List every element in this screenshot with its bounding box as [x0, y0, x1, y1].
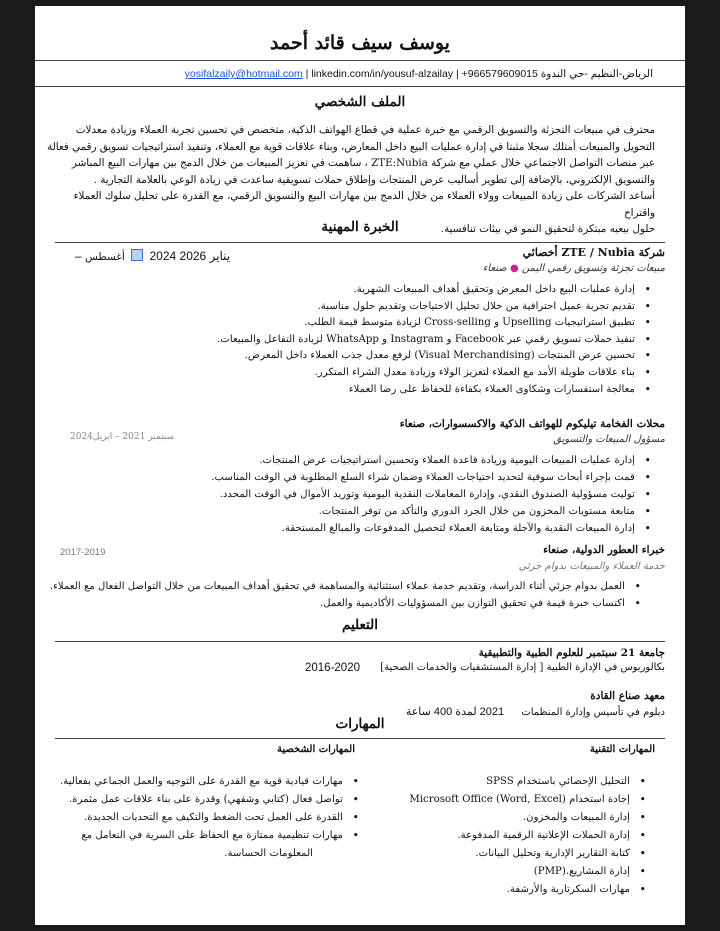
- list-item: • مهارات تنظيمية ممتازة مع الحفاظ على السرية في التعامل مع: [53, 827, 343, 845]
- contact-address: الرياض-النظيم -حي الندوة: [540, 68, 653, 80]
- experience-divider: [55, 242, 665, 243]
- header-divider: [35, 60, 685, 61]
- list-item: • معالجة استفسارات وشكاوى العملاء بكفاءة للحفاظ على رضا العملاء: [75, 382, 635, 399]
- list-item: • تطبيق استراتيجيات Upselling و Cross-selling لزيادة متوسط قيمة الطلب.: [75, 315, 635, 332]
- job2-role: مسؤول المبيعات والتسويق: [553, 434, 665, 445]
- job1-bullets: [75, 282, 635, 398]
- technical-skills-title: المهارات التقنية: [589, 744, 655, 755]
- profile-line: والتسويق الإلكتروني، بالإضافة إلى تطوير أساليب عرض المنتجات وإطلاق حملات تسويقية ساعدت في زيادة الوعي بالعلامة التجارية .: [93, 173, 655, 186]
- job2-bullets: [75, 452, 635, 537]
- list-item: • مهارات قيادية قوية مع القدرة على التوجيه والعمل الجماعي بفعالية.: [53, 773, 343, 791]
- institute-name: معهد صناع القادة: [590, 690, 665, 702]
- list-item: • توليت مسؤولية الصندوق النقدي، وإدارة المعاملات النقدية اليومية وتوريد الأموال في الوقت المحدد.: [75, 486, 635, 503]
- list-item: • إدارة المبيعات النقدية والآجلة ومتابعة العملاء لتحصيل المدفوعات والمبالغ المستحقة.: [75, 520, 635, 537]
- job1-dates: – يناير 2026 2024 أغسطس: [75, 249, 231, 263]
- job3-company: خبراء العطور الدولية، صنعاء: [543, 544, 665, 556]
- experience-title: الخبرة المهنية: [321, 219, 399, 235]
- personal-skills-title: المهارات الشخصية: [276, 744, 355, 755]
- list-item: • تنفيذ حملات تسويق رقمي عبر Facebook و Instagram و WhatsApp لزيادة التفاعل والمبيعات.: [75, 332, 635, 349]
- list-item: • إدارة عمليات المبيعات اليومية وزيادة قاعدة العملاء وتحسين استراتيجيات عرض المنتجات.: [75, 452, 635, 469]
- list-item: • إدارة المبيعات والمخزون.: [380, 809, 630, 827]
- job3-dates: 2017-2019: [60, 547, 106, 558]
- resume-page: [35, 6, 685, 925]
- skills-title: المهارات: [335, 716, 385, 732]
- profile-line: التحويل والمبيعات أمتلك سجلا مثبتا في إدارة عمليات البيع داخل المعارض، وبناء علاقات قوية مع العملاء، وتنفيذ استراتيجيات تسويق رقمي فعالة: [47, 140, 655, 153]
- job2-dates: سبتمبر 2021 – ابريل2024: [70, 432, 175, 442]
- list-item: • العمل بدوام جزئي أثناء الدراسة، وتقديم خدمة عملاء استثنائية والمساهمة في تحقيق أهداف المبيعات من خلال التواصل الفعال مع العملاء.: [45, 579, 625, 596]
- contact-phone: +966579609015: [461, 68, 538, 80]
- profile-line: محترف في مبيعات التجزئة والتسويق الرقمي مع خبرة عملية في قطاع الهواتف الذكية، متخصص في تحسين تجربة العملاء وزيادة معدلات: [75, 124, 655, 136]
- list-item: • قمت بإجراء أبحاث سوقية لتحديد احتياجات العملاء وضمان شراء السلع المطلوبة في الوقت المناسب.: [75, 469, 635, 486]
- profile-title: الملف الشخصي: [314, 94, 406, 110]
- personal-skills-list: [53, 773, 343, 863]
- technical-skills-list: [380, 773, 630, 899]
- list-item: • متابعة مستويات المخزون من خلال الجرد الدوري والتأكد من توفر المنتجات.: [75, 503, 635, 520]
- list-item-continuation: المعلومات الحساسة.: [224, 848, 313, 859]
- education-divider: [55, 641, 665, 642]
- job3-role: خدمة العملاء والمبيعات بدوام جزئي: [518, 561, 665, 572]
- list-item: • بناء علاقات طويلة الأمد مع العملاء لتعزيز الولاء وزيادة معدل الشراء المتكرر.: [75, 365, 635, 382]
- contact-divider: [35, 86, 685, 87]
- job1-company: شركة ZTE / Nubia أخصائي: [522, 246, 665, 259]
- profile-line: حلول بيعيه مبتكرة لتحقيق النمو في بيئات تنافسية.: [440, 223, 655, 235]
- skills-divider: [55, 738, 665, 739]
- contact-line: الرياض-النظيم -حي الندوة +966579609015 | linkedin.com/in/yousuf-alzailay | yosifalzaily@hotmail.com: [184, 68, 653, 80]
- job1-role: مبيعات تجزئة وتسويق رقمي اليمن ● صنعاء: [482, 263, 665, 274]
- list-item: • تحسين عرض المنتجات (Visual Merchandising) لرفع معدل جذب العملاء داخل المعرض.: [75, 348, 635, 365]
- list-item: • التحليل الإحصائي باستخدام SPSS: [380, 773, 630, 791]
- job3-bullets: [45, 579, 625, 612]
- job2-company: محلات الفخامة تيليكوم للهواتف الذكية والاكسسوارات، صنعاء: [399, 418, 665, 430]
- list-item: • مهارات السكرتارية والأرشفة.: [380, 881, 630, 899]
- education-years: 2016-2020: [305, 662, 360, 674]
- education-title: التعليم: [342, 617, 378, 633]
- location-pin-icon: ●: [510, 263, 519, 274]
- institute-degree: دبلوم في تأسيس وإدارة المنظمات 2021 لمدة 400 ساعة: [405, 706, 665, 718]
- list-item: • إدارة المشاريع.(PMP): [380, 863, 630, 881]
- list-item: • إدارة عمليات البيع داخل المعرض وتحقيق أهداف المبيعات الشهرية.: [75, 282, 635, 299]
- candidate-name: يوسف سيف قائد أحمد: [270, 32, 450, 54]
- profile-line: أساعد الشركات على زيادة المبيعات وولاء العملاء من خلال الدمج بين مهارات البيع والتسويق الرقمي، مع القدرة على تحليل سلوك العملاء واقتراح: [73, 190, 655, 219]
- education-university: جامعة 21 سبتمبر للعلوم الطبية والتطبيقية: [478, 647, 665, 659]
- list-item: • تقديم تجربة عميل احترافية من خلال تحليل الاحتياجات وتقديم حلول مناسبة.: [75, 299, 635, 316]
- list-item: • تواصل فعال (كتابي وشفهي) وقدرة على بناء علاقات عمل مثمرة.: [53, 791, 343, 809]
- list-item: • اكتساب خبرة قيمة في تحقيق التوازن بين المسؤوليات الأكاديمية والعمل.: [45, 596, 625, 613]
- calendar-icon: [131, 249, 143, 261]
- contact-email[interactable]: yosifalzaily@hotmail.com: [184, 68, 303, 80]
- list-item: • كتابة التقارير الإدارية وتحليل البيانات.: [380, 845, 630, 863]
- list-item: • إجادة استخدام Microsoft Office (Word, Excel): [380, 791, 630, 809]
- education-degree: بكالوريوس في الإدارة الطبية [ إدارة المستشفيات والخدمات الصحية]: [380, 662, 665, 673]
- contact-linkedin[interactable]: linkedin.com/in/yousuf-alzailay: [311, 68, 454, 80]
- list-item: • إدارة الحملات الإعلانية الرقمية المدفوعة.: [380, 827, 630, 845]
- profile-line: عبر منصات التواصل الاجتماعي خلال عملي مع شركة ZTE:Nubia ، ساهمت في تعزيز المبيعات من خلال الدمج بين مهارات البيع المباشر: [71, 157, 655, 169]
- list-item: • القدرة على العمل تحت الضغط والتكيف مع التحديات الجديدة.: [53, 809, 343, 827]
